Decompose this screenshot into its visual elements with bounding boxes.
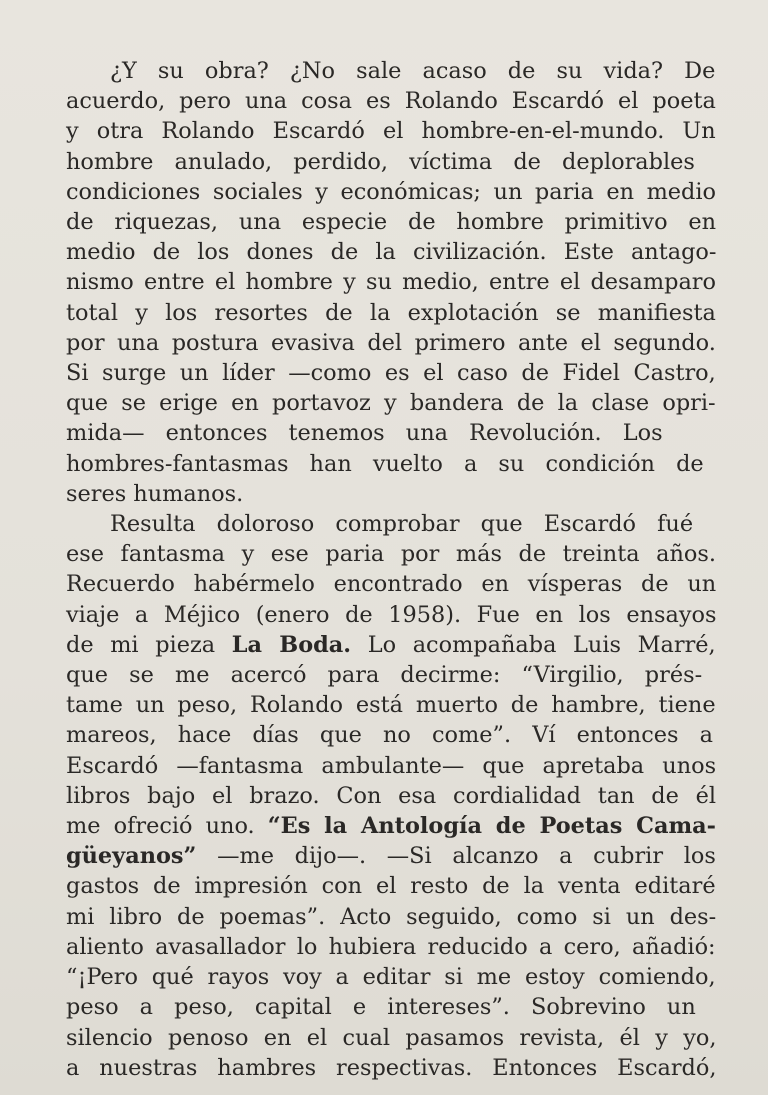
text-line: Escardó —fantasma ambulante— que apretaba unos: [66, 752, 717, 779]
text-line: silencio penoso en el cual pasamos revista, él y yo,: [66, 1024, 717, 1051]
text-line: gastos de impresión con el resto de la venta editaré: [66, 873, 716, 900]
text-line: viaje a Méjico (enero de 1958). Fue en los ensayos: [66, 601, 717, 628]
paragraph-1: [66, 56, 716, 509]
text-line: libros bajo el brazo. Con esa cordialidad tan de él: [66, 782, 717, 809]
text-line: me ofreció uno. “Es la Antología de Poetas Cama-: [66, 813, 716, 840]
text-line: mareos, hace días que no come”. Ví entonces a: [66, 722, 713, 749]
text-line: “¡Pero qué rayos voy a editar si me estoy comiendo,: [66, 964, 716, 991]
text-line: de riquezas, una especie de hombre primitivo en: [66, 209, 717, 236]
text-line: peso a peso, capital e intereses”. Sobrevino un: [66, 994, 696, 1021]
text-line: ese fantasma y ese paria por más de treinta años.: [66, 541, 716, 568]
text-line: tame un peso, Rolando está muerto de hambre, tiene: [66, 692, 716, 719]
text-line: total y los resortes de la explotación se manifiesta: [66, 299, 716, 326]
text-line: güeyanos” —me dijo—. —Si alcanzo a cubrir los: [66, 843, 716, 870]
text-line: Resulta doloroso comprobar que Escardó fué: [110, 511, 694, 538]
text-line: y otra Rolando Escardó el hombre-en-el-mundo. Un: [66, 118, 716, 145]
text-line: de mi pieza La Boda. Lo acompañaba Luis Marré,: [66, 631, 716, 658]
text-line: Si surge un líder —como es el caso de Fidel Castro,: [66, 360, 716, 387]
text-line: Recuerdo habérmelo encontrado en vísperas de un: [66, 571, 717, 598]
text-line: condiciones sociales y económicas; un paria en medio: [66, 178, 717, 205]
text-line: que se me acercó para decirme: “Virgilio, prés-: [66, 662, 703, 689]
text-line: ¿Y su obra? ¿No sale acaso de su vida? De: [110, 58, 716, 84]
text-line: que se erige en portavoz y bandera de la clase opri-: [66, 390, 716, 417]
text-line: mida— entonces tenemos una Revolución. Los: [66, 420, 663, 447]
text-line: por una postura evasiva del primero ante el segundo.: [66, 329, 716, 356]
paragraph-2: [66, 509, 716, 1083]
text-line: medio de los dones de la civilización. Este antago-: [66, 239, 717, 266]
text-line: nismo entre el hombre y su medio, entre el desamparo: [66, 269, 716, 296]
text-line: aliento avasallador lo hubiera reducido a cero, añadió:: [66, 933, 716, 960]
text-line: a nuestras hambres respectivas. Entonces Escardó,: [66, 1054, 717, 1081]
text-line: acuerdo, pero una cosa es Rolando Escardó el poeta: [66, 88, 716, 115]
text-line: mi libro de poemas”. Acto seguido, como si un des-: [66, 903, 717, 930]
text-line: seres humanos.: [66, 480, 244, 507]
page-text: [66, 56, 716, 1083]
text-line: hombres-fantasmas han vuelto a su condición de: [66, 450, 704, 477]
text-line: hombre anulado, perdido, víctima de deplorables: [66, 148, 695, 175]
